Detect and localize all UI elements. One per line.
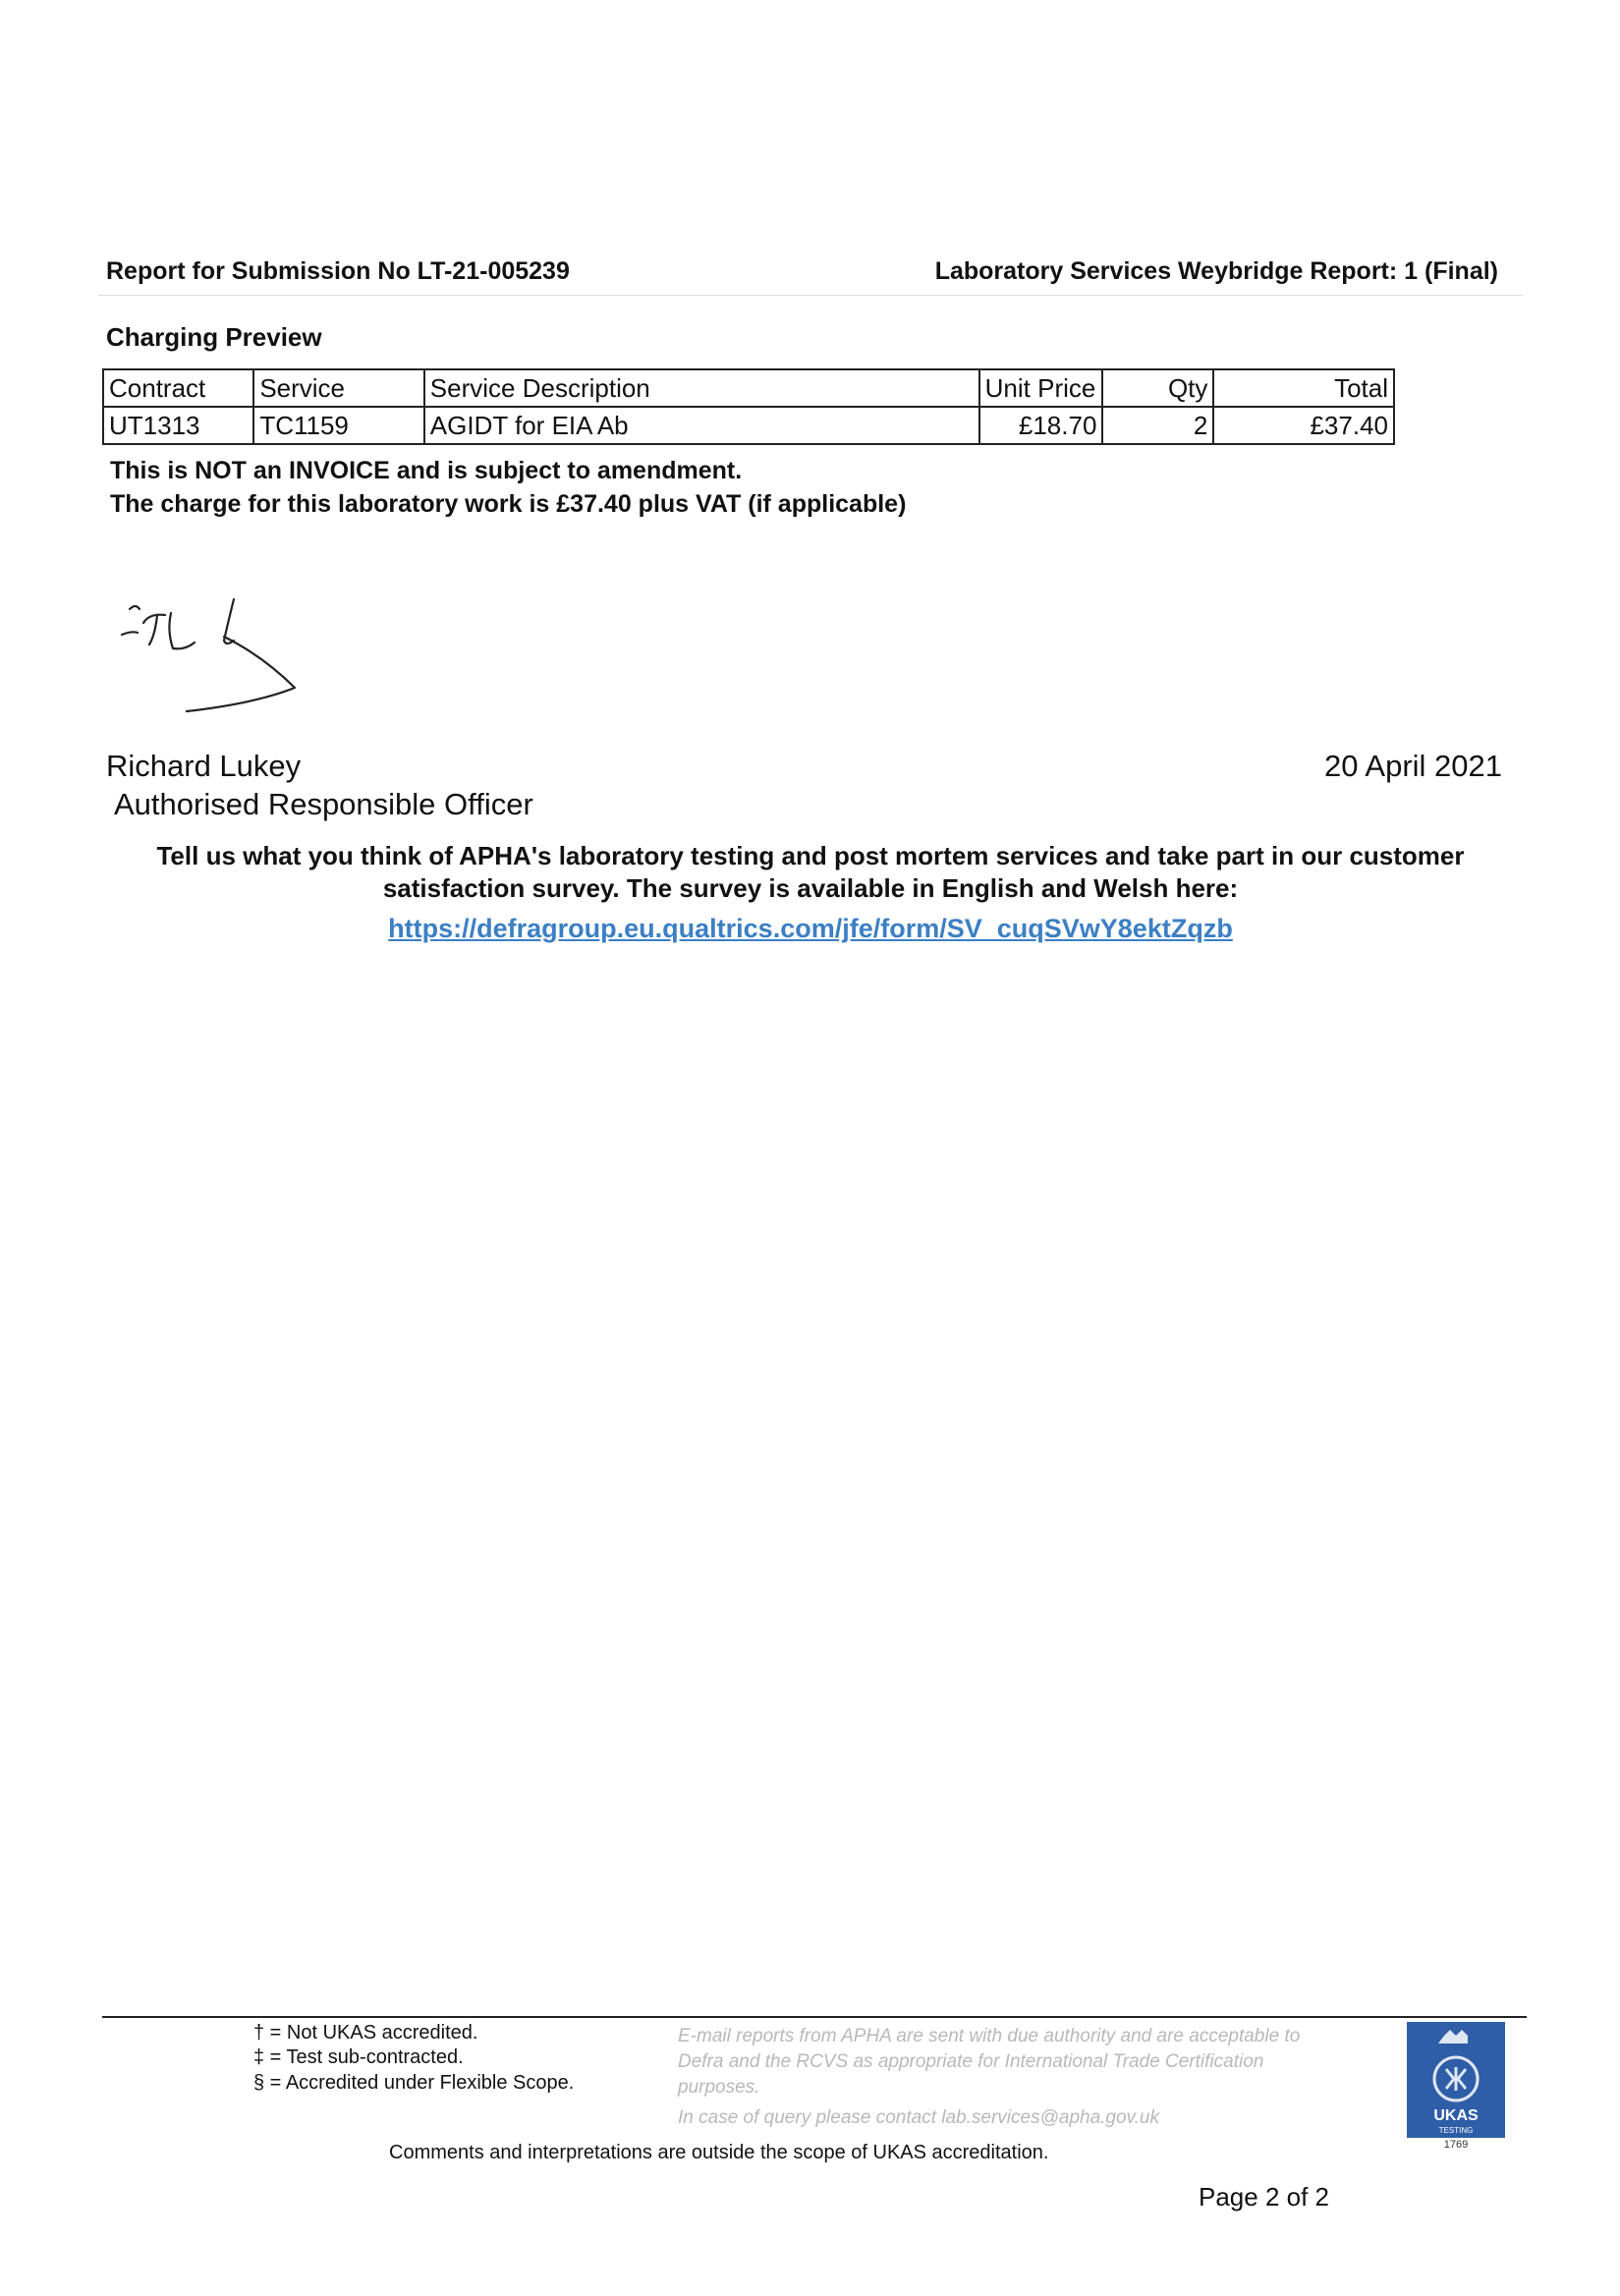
query-contact: In case of query please contact lab.services@apha.gov.uk	[678, 2107, 1159, 2128]
not-invoice-notice: This is NOT an INVOICE and is subject to amendment.	[110, 457, 743, 484]
col-header-service: Service	[253, 369, 423, 407]
cell-contract: UT1313	[103, 407, 253, 444]
ukas-scope-note: Comments and interpretations are outside the scope of UKAS accreditation.	[389, 2142, 1049, 2163]
legend-flexible-scope: § = Accredited under Flexible Scope.	[253, 2072, 575, 2094]
col-header-qty: Qty	[1102, 369, 1213, 407]
ukas-logo-icon	[1407, 2022, 1505, 2150]
signature-date: 20 April 2021	[1324, 749, 1502, 783]
legend-sub-contracted: ‡ = Test sub-contracted.	[253, 2046, 464, 2068]
cell-service: TC1159	[253, 407, 423, 444]
svg-text:1769: 1769	[1443, 2139, 1469, 2150]
report-submission-number: Report for Submission No LT-21-005239	[106, 257, 570, 285]
survey-link[interactable]: https://defragroup.eu.qualtrics.com/jfe/form/SV_cuqSVwY8ektZqzb	[388, 914, 1233, 943]
table-row	[103, 407, 1394, 444]
charging-preview-title: Charging Preview	[106, 322, 322, 352]
signatory-name: Richard Lukey	[106, 749, 302, 783]
svg-text:TESTING: TESTING	[1438, 2126, 1474, 2135]
cell-total: £37.40	[1213, 407, 1394, 444]
col-header-total: Total	[1213, 369, 1394, 407]
cell-service-description: AGIDT for EIA Ab	[424, 407, 979, 444]
cell-unit-price: £18.70	[979, 407, 1103, 444]
page-number: Page 2 of 2	[1199, 2182, 1329, 2212]
report-lab-title: Laboratory Services Weybridge Report: 1 (Final)	[934, 257, 1498, 285]
signatory-role: Authorised Responsible Officer	[114, 787, 533, 821]
survey-text-line-1: Tell us what you think of APHA's laboratory testing and post mortem services and take part in our customer	[156, 841, 1465, 870]
handwritten-signature	[116, 588, 371, 745]
header-divider	[98, 295, 1523, 296]
email-disclaimer: E-mail reports from APHA are sent with due authority and are acceptable to Defra and the RCVS as appropriate for International Trade Certification purposes.	[678, 2026, 1301, 2098]
charge-statement: The charge for this laboratory work is £37.40 plus VAT (if applicable)	[110, 490, 907, 518]
col-header-contract: Contract	[103, 369, 253, 407]
survey-text-line-2: satisfaction survey. The survey is available in English and Welsh here:	[382, 873, 1239, 903]
cell-qty: 2	[1102, 407, 1213, 444]
table-header-row	[103, 369, 1394, 407]
svg-text:UKAS: UKAS	[1433, 2107, 1479, 2124]
col-header-unit-price: Unit Price	[979, 369, 1103, 407]
legend-not-accredited: † = Not UKAS accredited.	[253, 2022, 478, 2044]
col-header-service-description: Service Description	[424, 369, 979, 407]
survey-invitation	[118, 840, 1503, 905]
charging-table	[102, 368, 1395, 445]
footer-divider	[102, 2016, 1527, 2018]
survey-link-container	[118, 914, 1503, 944]
